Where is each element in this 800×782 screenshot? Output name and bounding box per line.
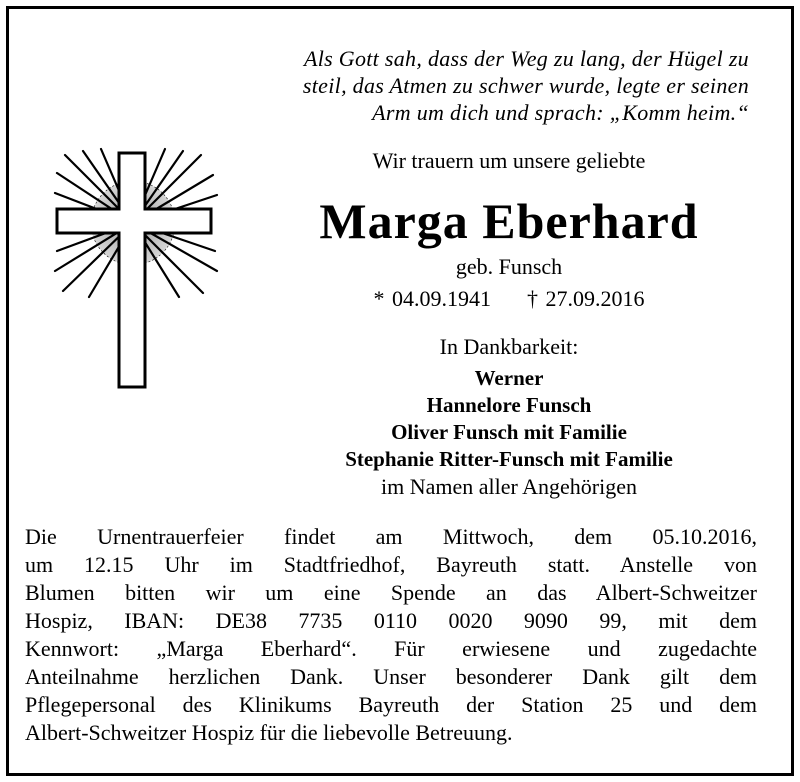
mourner-name: Oliver Funsch mit Familie <box>391 420 627 444</box>
mourner-name: Hannelore Funsch <box>426 393 592 417</box>
birth-name: geb. Funsch <box>455 254 563 279</box>
deceased-name: Marga Eberhard <box>319 193 699 249</box>
cross-with-sun-rays-icon <box>53 147 221 397</box>
quote-line: Arm um dich und sprach: „Komm heim.“ <box>372 100 749 125</box>
mourners-list <box>259 365 759 473</box>
announcement-line: Pflegepersonal des Klinikums Bayreuth der Station 25 und dem <box>25 692 757 717</box>
quote-line: Als Gott sah, dass der Weg zu lang, der Hügel zu <box>303 46 749 71</box>
announcement-line: Die Urnentrauerfeier findet am Mittwoch, dem 05.10.2016, <box>25 524 757 549</box>
memorial-quote <box>239 45 749 126</box>
birth-date: * 04.09.1941 <box>373 286 491 311</box>
announcement-line: Kennwort: „Marga Eberhard“. Für erwiesene und zugedachte <box>25 636 757 661</box>
obituary-notice <box>6 6 794 776</box>
death-date: † 27.09.2016 <box>527 286 645 311</box>
announcement-line: Hospiz, IBAN: DE38 7735 0110 0020 9090 99, mit dem <box>25 608 757 633</box>
mourner-name: Stephanie Ritter-Funsch mit Familie <box>345 447 673 471</box>
mourner-name: Werner <box>474 366 544 390</box>
life-dates <box>259 285 759 313</box>
quote-line: steil, das Atmen zu schwer wurde, legte er seinen <box>302 73 749 98</box>
announcement-line: Anteilnahme herzlichen Dank. Unser besonderer Dank gilt dem <box>25 664 757 689</box>
announcement-line: Albert-Schweitzer Hospiz für die liebevolle Betreuung. <box>25 720 513 745</box>
announcement-line: Blumen bitten wir um eine Spende an das Albert-Schweitzer <box>25 580 757 605</box>
announcement-line: um 12.15 Uhr im Stadtfriedhof, Bayreuth statt. Anstelle von <box>25 552 757 577</box>
thanks-heading: In Dankbarkeit: <box>439 334 579 359</box>
funeral-announcement <box>25 523 757 747</box>
closing-line: im Namen aller Angehörigen <box>381 474 637 499</box>
intro-line: Wir trauern um unsere geliebte <box>372 148 646 173</box>
